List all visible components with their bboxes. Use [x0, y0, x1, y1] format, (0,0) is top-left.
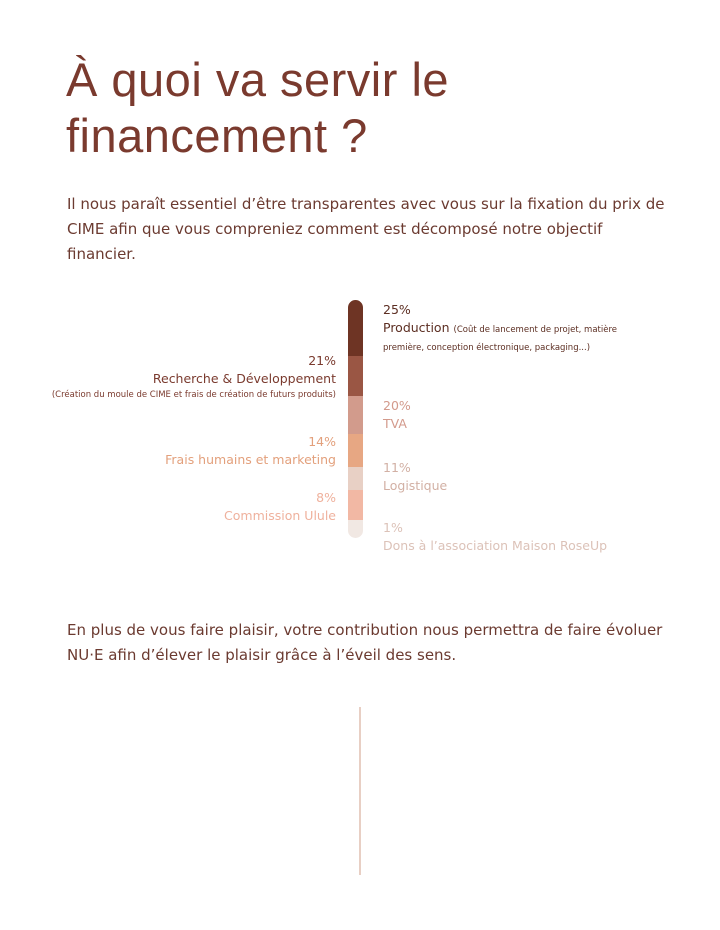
segment-dons-roseup — [348, 520, 363, 538]
intro-paragraph: Il nous paraît essentiel d’être transparentes avec vous sur la fixation du prix de CIME afin que vous compreniez comment est décomposé notre objectif financier. — [67, 195, 665, 263]
segment-recherche-developpement — [348, 356, 363, 396]
label-dons-roseup-pct: 1% — [383, 520, 403, 535]
segment-commission-ulule — [348, 490, 363, 520]
label-production — [383, 301, 643, 355]
outro-paragraph: En plus de vous faire plaisir, votre contribution nous permettra de faire évoluer NU·E afin d’élever le plaisir grâce à l’éveil des sens. — [67, 621, 663, 664]
segment-logistique — [348, 467, 363, 490]
label-logistique-pct: 11% — [383, 460, 411, 475]
label-tva-pct: 20% — [383, 398, 411, 413]
segment-tva — [348, 396, 363, 434]
label-dons-roseup — [383, 519, 663, 555]
label-production-name: Production — [383, 320, 450, 335]
label-commission-ulule — [36, 489, 336, 525]
label-tva-name: TVA — [383, 416, 407, 431]
segment-frais-humains-marketing — [348, 434, 363, 467]
vertical-divider — [359, 707, 361, 875]
label-tva — [383, 397, 583, 433]
label-commission-name: Commission Ulule — [224, 508, 336, 523]
segment-production — [348, 300, 363, 356]
label-recherche-pct: 21% — [308, 353, 336, 368]
label-recherche-name: Recherche & Développement — [152, 371, 336, 386]
label-recherche-developpement — [16, 352, 336, 402]
page-title: À quoi va servir le financement ? — [66, 53, 450, 162]
funding-breakdown-bar — [348, 300, 363, 538]
label-logistique — [383, 459, 583, 495]
label-logistique-name: Logistique — [383, 478, 448, 493]
label-production-pct: 25% — [383, 302, 411, 317]
label-dons-roseup-name: Dons à l’association Maison RoseUp — [383, 538, 608, 553]
label-frais-name: Frais humains et marketing — [165, 452, 336, 467]
label-production-note: (Coût de lancement de projet, matière première, conception électronique, packaging...) — [383, 325, 618, 353]
label-commission-pct: 8% — [316, 490, 336, 505]
label-frais-humains-marketing — [36, 433, 336, 469]
label-recherche-note: (Création du moule de CIME et frais de création de futurs produits) — [51, 390, 336, 400]
label-frais-pct: 14% — [308, 434, 336, 449]
